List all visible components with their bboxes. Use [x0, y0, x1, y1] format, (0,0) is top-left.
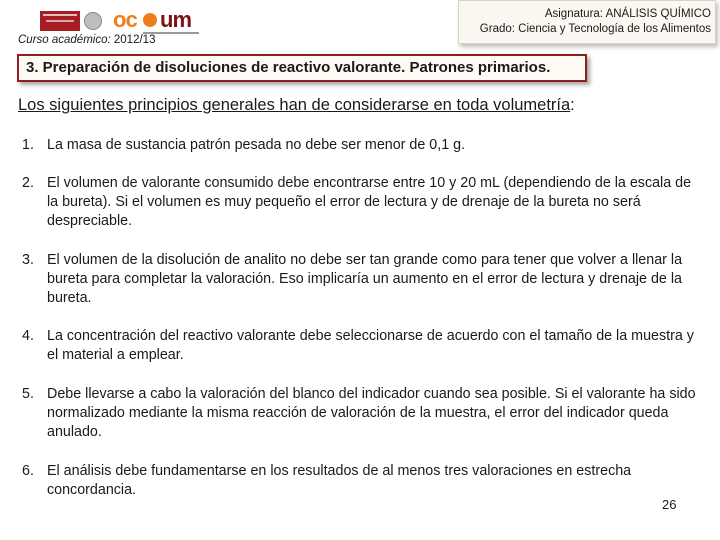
- list-item: 5. Debe llevarse a cabo la valoración del blanco del indicador cuando sea posible. Si el valorante ha sido normalizado mediante la misma reacción de valoración de la muestra, el error del indicador queda anulado.: [22, 386, 696, 440]
- list-item: 1. La masa de sustancia patrón pesada no debe ser menor de 0,1 g.: [22, 137, 466, 153]
- page-number: 26: [662, 497, 677, 512]
- list-item: 3. El volumen de la disolución de analito no debe ser tan grande como para tener que volver a llenar la bureta para completar la valoración. Eso implicaría un aumento en el error de lectura y drenaje de la bureta.: [22, 252, 683, 306]
- degree-name: Grado: Ciencia y Tecnología de los Alimentos: [479, 23, 711, 35]
- subject-box: [458, 0, 716, 44]
- ocw-um-logo: oc um: [113, 8, 201, 32]
- course-year: Curso académico: 2012/13: [18, 34, 156, 46]
- list-item: 6. El análisis debe fundamentarse en los resultados de al menos tres valoraciones en estrecha concordancia.: [22, 463, 632, 498]
- slide-title: 3. Preparación de disoluciones de reactivo valorante. Patrones primarios.: [17, 54, 587, 82]
- university-logo: [40, 11, 104, 31]
- subject-name: Asignatura: ANÁLISIS QUÍMICO: [544, 8, 711, 20]
- list-item: 2. El volumen de valorante consumido debe encontrarse entre 10 y 20 mL (dependiendo de la escala de la bureta). Si el volumen es muy pequeño el error de lectura y de drenaje de la bureta no será despreciable.: [22, 175, 692, 229]
- list-item: 4. La concentración del reactivo valorante debe seleccionarse de acuerdo con el tamaño de la muestra y el material a emplear.: [22, 328, 694, 363]
- university-logo-mark: [40, 11, 80, 31]
- intro-text: Los siguientes principios generales han de considerarse en toda volumetría:: [18, 96, 575, 114]
- university-seal-icon: [84, 12, 102, 30]
- ocw-sun-icon: [143, 13, 157, 27]
